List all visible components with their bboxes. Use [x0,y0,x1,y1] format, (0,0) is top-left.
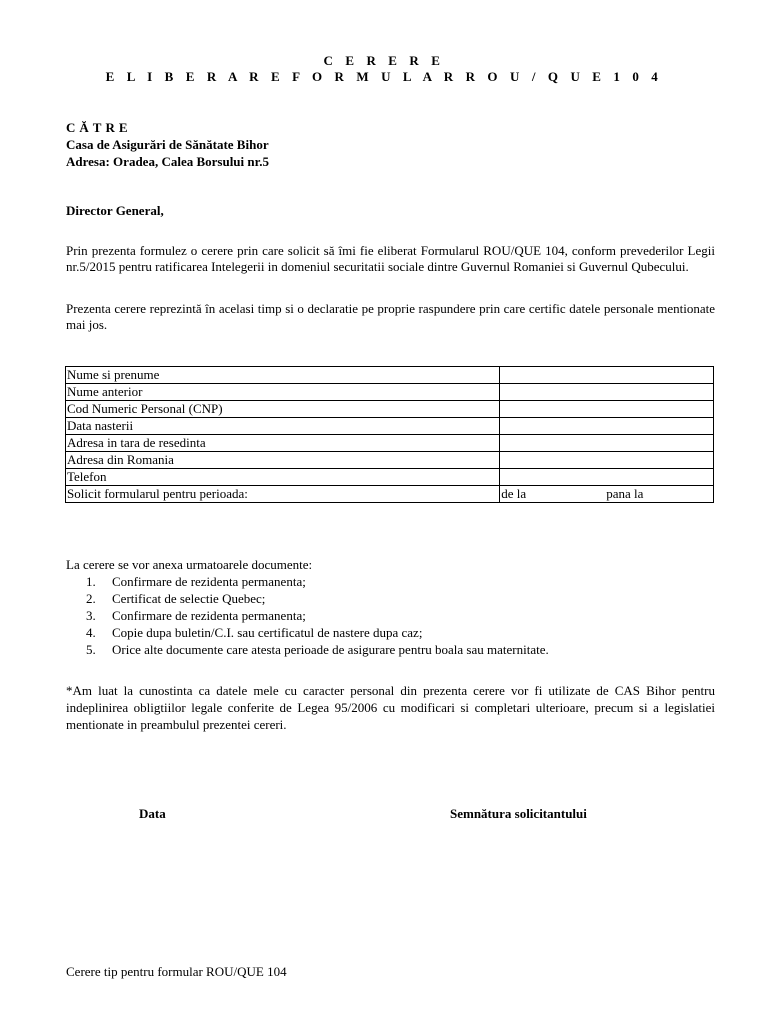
list-number: 1. [86,574,96,589]
row-label: Nume si prenume [66,367,500,384]
row-label: Adresa in tara de resedinta [66,435,500,452]
list-item [66,590,549,607]
residence-address-field[interactable] [500,435,714,452]
addressee-to: CĂTRE [66,120,132,135]
date-label: Data [139,806,166,821]
previous-name-field[interactable] [500,384,714,401]
list-text: Confirmare de rezidenta permanenta; [112,574,306,589]
cnp-field[interactable] [500,401,714,418]
document-subtitle: E L I B E R A R E F O R M U L A R R O U / Q U E 1 0 4 [105,69,663,84]
data-protection-note: *Am luat la cunostinta ca datele mele cu caracter personal din prezenta cerere vor fi utilizate de CAS Bihor pentru indeplinirea obligtiilor legale conferite de Legea 95/2006 cu modificari si completari ulterioare, precum si a legislatiei mentionate in preambulul prezentei cereri. [66,683,715,732]
annex-list [66,573,549,658]
row-label: Cod Numeric Personal (CNP) [66,401,500,418]
document-title: C E R E R E [323,53,445,68]
row-label: Telefon [66,469,500,486]
period-field[interactable] [500,486,714,503]
table-row [66,486,714,503]
row-label: Adresa din Romania [66,452,500,469]
list-number: 3. [86,608,96,623]
list-item [66,641,549,658]
table-row [66,452,714,469]
list-item [66,607,549,624]
annex-intro: La cerere se vor anexa urmatoarele documente: [66,557,313,572]
list-item [66,573,549,590]
table-row [66,418,714,435]
addressee-address: Adresa: Oradea, Calea Borsului nr.5 [66,154,269,169]
list-number: 4. [86,625,96,640]
table-row [66,401,714,418]
table-row [66,367,714,384]
list-number: 2. [86,591,96,606]
list-text: Certificat de selectie Quebec; [112,591,266,606]
period-from-label: de la [501,486,527,501]
phone-field[interactable] [500,469,714,486]
list-number: 5. [86,642,96,657]
document-footer: Cerere tip pentru formular ROU/QUE 104 [66,964,287,979]
row-label: Nume anterior [66,384,500,401]
romania-address-field[interactable] [500,452,714,469]
addressee-institution: Casa de Asigurări de Sănătate Bihor [66,137,269,152]
period-to-label: pana la [606,486,644,501]
list-text: Orice alte documente care atesta perioade de asigurare pentru boala sau maternitate. [112,642,549,657]
request-paragraph: Prin prezenta formulez o cerere prin care solicit să îmi fie eliberat Formularul ROU/QUE 104, conform prevederilor Legii nr.5/2015 pentru ratificarea Intelegerii in domeniul securitatii sociale dintre Guvernul Romaniei si Guvernul Qubecului. [66,243,715,274]
list-text: Confirmare de rezidenta permanenta; [112,608,306,623]
name-field[interactable] [500,367,714,384]
row-label: Data nasterii [66,418,500,435]
declaration-paragraph: Prezenta cerere reprezintă în acelasi timp si o declaratie pe proprie raspundere prin care certific datele personale mentionate mai jos. [66,301,715,332]
table-row [66,469,714,486]
signature-label: Semnătura solicitantului [450,806,587,821]
birth-date-field[interactable] [500,418,714,435]
table-row [66,435,714,452]
personal-data-table [65,366,714,503]
list-text: Copie dupa buletin/C.I. sau certificatul de nastere dupa caz; [112,625,423,640]
period-label: Solicit formularul pentru perioada: [66,486,500,503]
list-item [66,624,549,641]
salutation: Director General, [66,203,164,218]
table-row [66,384,714,401]
